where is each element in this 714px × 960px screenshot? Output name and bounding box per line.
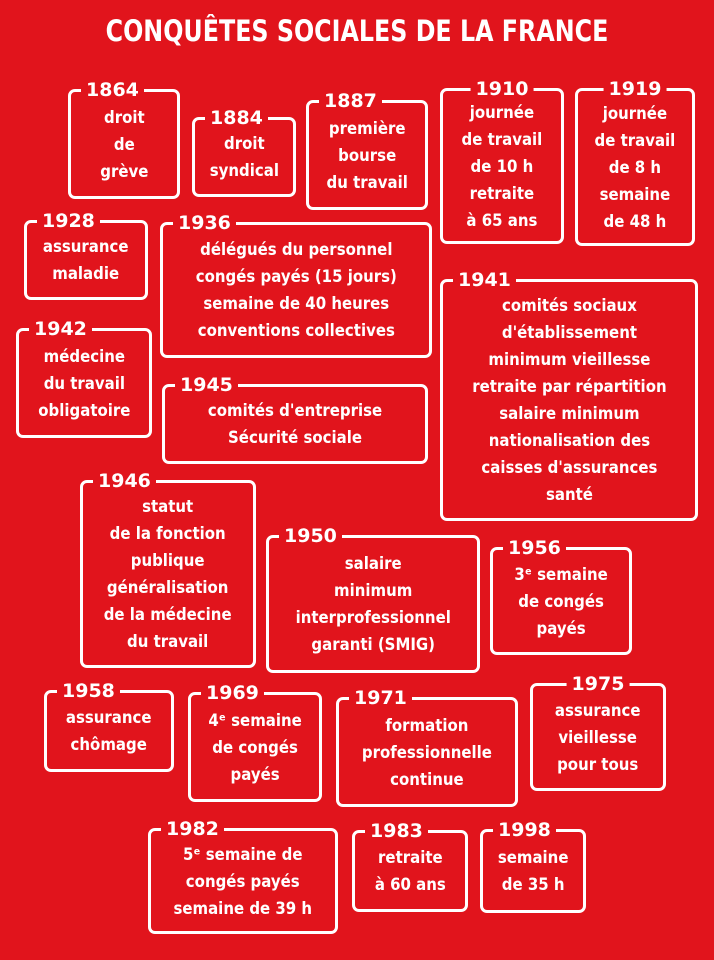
milestone-year: 1941 bbox=[453, 269, 516, 291]
milestone-year: 1956 bbox=[503, 537, 566, 559]
milestone-year: 1958 bbox=[57, 680, 120, 702]
milestone-text: médecine du travail obligatoire bbox=[37, 346, 131, 421]
milestone-1887 bbox=[306, 90, 428, 210]
milestone-1919 bbox=[575, 78, 695, 246]
milestone-text: semaine de 35 h bbox=[497, 848, 569, 895]
milestone-year: 1887 bbox=[319, 90, 382, 112]
milestone-1942 bbox=[16, 318, 152, 438]
milestone-1998 bbox=[480, 819, 586, 913]
milestone-text: assurance chômage bbox=[66, 708, 152, 755]
milestone-text: comités d'entreprise Sécurité sociale bbox=[207, 401, 383, 448]
milestone-year: 1910 bbox=[471, 78, 534, 100]
milestone-text: statut de la fonction publique généralisation de la médecine du travail bbox=[104, 497, 232, 652]
milestone-year: 1942 bbox=[29, 318, 92, 340]
milestone-1983 bbox=[352, 820, 468, 912]
milestone-1956 bbox=[490, 537, 632, 655]
milestone-text: formation professionnelle continue bbox=[361, 715, 493, 790]
milestone-1936 bbox=[160, 212, 432, 358]
milestone-year: 1975 bbox=[567, 673, 630, 695]
milestone-1958 bbox=[44, 680, 174, 772]
milestone-year: 1884 bbox=[205, 107, 268, 129]
milestone-text: salaire minimum interprofessionnel garanti (SMIG) bbox=[295, 554, 451, 655]
milestone-1946 bbox=[80, 470, 256, 668]
milestone-text: assurance maladie bbox=[43, 237, 129, 284]
milestone-1910 bbox=[440, 78, 564, 244]
milestone-year: 1919 bbox=[604, 78, 667, 100]
milestone-text: journée de travail de 10 h retraite à 65 ans bbox=[461, 102, 543, 231]
milestone-year: 1864 bbox=[81, 79, 144, 101]
milestone-text: droit de grève bbox=[99, 107, 149, 182]
milestone-text: 5ᵉ semaine de congés payés semaine de 39 h bbox=[173, 844, 313, 919]
milestone-1941 bbox=[440, 269, 698, 521]
milestone-1971 bbox=[336, 687, 518, 807]
milestone-year: 1945 bbox=[175, 374, 238, 396]
milestone-text: délégués du personnel congés payés (15 jours) semaine de 40 heures conventions collectives bbox=[195, 240, 397, 341]
milestone-text: droit syndical bbox=[209, 134, 279, 181]
milestone-text: 4ᵉ semaine de congés payés bbox=[208, 710, 302, 785]
milestone-year: 1982 bbox=[161, 818, 224, 840]
milestone-year: 1950 bbox=[279, 525, 342, 547]
milestone-year: 1971 bbox=[349, 687, 412, 709]
milestone-text: première bourse du travail bbox=[326, 118, 408, 193]
milestone-1982 bbox=[148, 818, 338, 934]
milestone-text: 3ᵉ semaine de congés payés bbox=[514, 564, 608, 639]
milestone-1969 bbox=[188, 682, 322, 802]
milestone-year: 1969 bbox=[201, 682, 264, 704]
milestone-year: 1928 bbox=[37, 210, 100, 232]
milestone-1945 bbox=[162, 374, 428, 464]
milestone-text: assurance vieillesse pour tous bbox=[555, 700, 641, 775]
milestone-1975 bbox=[530, 673, 666, 791]
milestone-1928 bbox=[24, 210, 148, 300]
milestone-1884 bbox=[192, 107, 296, 197]
milestone-1864 bbox=[68, 79, 180, 199]
milestone-year: 1998 bbox=[493, 819, 556, 841]
page-title: CONQUÊTES SOCIALES DE LA FRANCE bbox=[105, 14, 609, 48]
milestone-year: 1946 bbox=[93, 470, 156, 492]
milestone-text: journée de travail de 8 h semaine de 48 h bbox=[594, 103, 676, 232]
milestone-text: comités sociaux d'établissement minimum vieillesse retraite par répartition salaire minimum nationalisation des caisses d'assurances santé bbox=[471, 296, 667, 505]
milestone-1950 bbox=[266, 525, 480, 673]
milestone-year: 1983 bbox=[365, 820, 428, 842]
milestone-year: 1936 bbox=[173, 212, 236, 234]
milestone-text: retraite à 60 ans bbox=[374, 848, 446, 895]
